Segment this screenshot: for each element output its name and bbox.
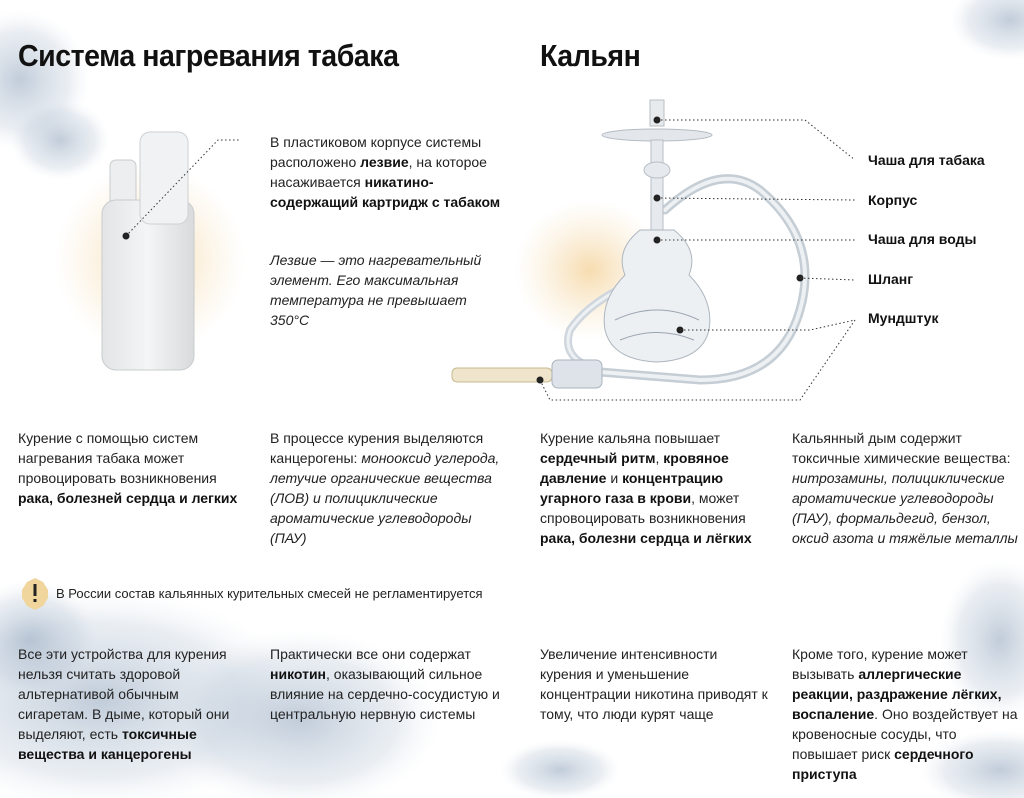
label-tobacco-bowl: Чаша для табака: [868, 152, 985, 168]
hookah-title: Кальян: [540, 38, 641, 73]
row1-col4-text: Кальянный дым содержит токсичные химические вещества: нитрозамины, полициклические ароматические углеводороды (ПАУ), формальдегид, бензол, оксид азота и тяжёлые металлы: [792, 430, 1018, 546]
label-hose: Шланг: [868, 271, 914, 287]
row2-col3-text: Увеличение интенсивности курения и уменьшение концентрации никотина приводят к тому, что люди курят чаще: [540, 646, 768, 722]
blade-description: Лезвие — это нагревательный элемент. Его максимальная температура не превышает 350°C: [270, 252, 482, 328]
heating-system-title: Система нагревания табака: [18, 38, 399, 73]
row2-col4-text: Кроме того, курение может вызывать аллергические реакции, раздражение лёгких, воспаление. Оно воздействует на кровеносные сосуды, что повышает риск сердечного приступа: [792, 646, 1018, 782]
row1-col1-text: Курение с помощью систем нагревания табака может провоцировать возникновения рака, болезней сердца и легких: [18, 430, 238, 506]
row2-col2-text: Практически все они содержат никотин, оказывающий сильное влияние на сердечно-сосудистую и центральную нервную системы: [270, 646, 500, 722]
device-caption: В пластиковом корпусе системы расположено лезвие, на которое насаживается никатино-содержащий картридж с табаком: [270, 134, 501, 210]
row1-col3-text: Курение кальяна повышает сердечный ритм, кровяное давление и концентрацию угарного газа в крови, может спровоцировать возникновения рака, болезни сердца и лёгких: [540, 430, 752, 546]
row2-col1-text: Все эти устройства для курения нельзя считать здоровой альтернативой обычным сигаретам. В дыме, который они выделяют, есть токсичные вещества и канцерогены: [18, 646, 230, 762]
label-mouthpiece: Мундштук: [868, 310, 939, 326]
hookah-drawing: [452, 100, 855, 400]
label-water-bowl: Чаша для воды: [868, 231, 977, 247]
warning-note: В России состав кальянных курительных смесей не регламентируется: [56, 586, 483, 601]
row1-col2-text: В процессе курения выделяются канцерогены: монооксид углерода, летучие органические вещества (ЛОВ) и полициклические ароматические углеводороды (ПАУ): [270, 430, 500, 546]
label-body: Корпус: [868, 192, 918, 208]
